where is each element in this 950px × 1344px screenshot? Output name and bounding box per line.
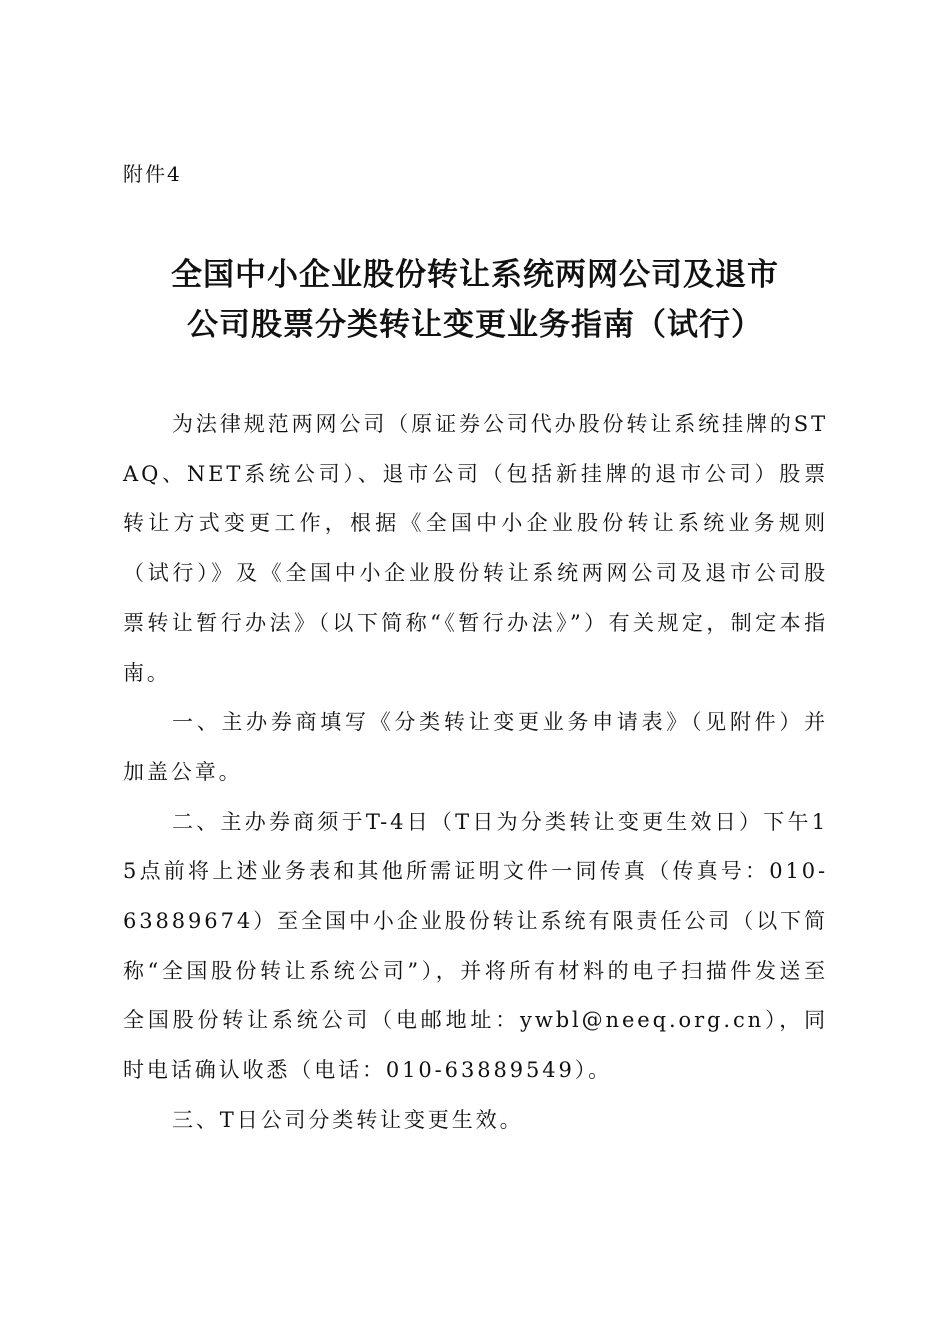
intro-paragraph: 为法律规范两网公司（原证券公司代办股份转让系统挂牌的STAQ、NET系统公司）、退市公司（包括新挂牌的退市公司）股票转让方式变更工作，根据《全国中小企业股份转让系统业务规则（试行）》及《全国中小企业股份转让系统两网公司及退市公司股票转让暂行办法》（以下简称“《暂行办法》”）有关规定，制定本指南。	[123, 412, 828, 685]
document-title-line-1: 全国中小企业股份转让系统两网公司及退市	[171, 257, 779, 293]
step-two-paragraph: 二、主办券商须于T-4日（T日为分类转让变更生效日）下午15点前将上述业务表和其他所需证明文件一同传真（传真号：010-63889674）至全国中小企业股份转让系统有限责任公司（以下简称“全国股份转让系统公司”），并将所有材料的电子扫描件发送至全国股份转让系统公司（电邮地址：ywbl@neeq.org.cn），同时电话确认收悉（电话：010-63889549）。	[123, 809, 828, 1083]
document-title	[100, 250, 850, 350]
step-three-paragraph: 三、T日公司分类转让变更生效。	[172, 1107, 524, 1132]
step-one-paragraph: 一、主办券商填写《分类转让变更业务申请表》（见附件）并加盖公章。	[123, 710, 828, 784]
document-body	[123, 400, 828, 1146]
document-title-line-2: 公司股票分类转让变更业务指南（试行）	[187, 307, 763, 343]
attachment-label: 附件4	[123, 162, 182, 186]
